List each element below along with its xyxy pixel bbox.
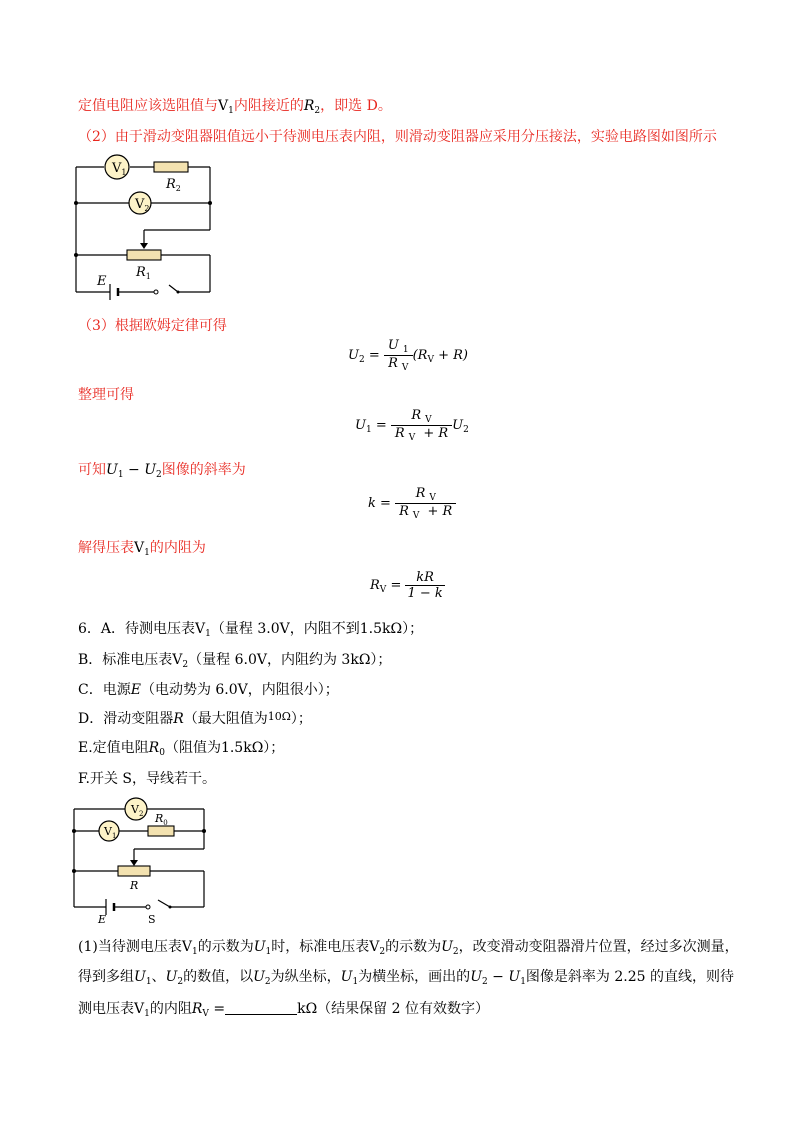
c2-v2-label: $V_2$ <box>131 803 144 818</box>
equation-4: $R_V$ = $\frac{kR}{1 - k}$ <box>370 570 443 601</box>
para-divider-method: （2）由于滑动变阻器阻值远小于待测电压表内阻，则滑动变阻器应采用分压接法，实验电路图如图所示 <box>78 129 717 145</box>
equation-1: $U_2$ = $\frac{U _1}{R _V}$ $(R_V + R)$ <box>348 338 468 373</box>
e-label: E <box>97 274 107 289</box>
para-slope: 可知$U_1 - U_2$图像的斜率为 <box>78 462 246 480</box>
item-b: B．标准电压表$V_2$（量程 6.0V，内阻约为 3kΩ）； <box>78 652 392 670</box>
c2-r0-label: $R_0$ <box>155 812 168 827</box>
r2-label: $R_2$ <box>166 177 181 193</box>
r1-label: $R_1$ <box>136 265 151 281</box>
question-line-2: 得到多组$U_1$、$U_2$的数值，以$U_2$为纵坐标，$U_1$为横坐标，画出的$U_2 - U_1$图像是斜率为 2.25 的直线，则待 <box>78 969 734 987</box>
para-resistor-choice: 定值电阻应该选阻值与$V_1$内阻接近的$R_2$，即选 D。 <box>78 98 392 116</box>
item-d: D．滑动变阻器R（最大阻值为$^{10\Omega}$）； <box>78 710 312 727</box>
para-rearrange: 整理可得 <box>78 387 134 403</box>
v2-meter-label: $V_2$ <box>135 197 150 213</box>
c2-e-label: E <box>98 913 107 926</box>
v1-meter-label: $V_1$ <box>112 161 127 177</box>
item-c: C．电源E（电动势为 6.0V，内阻很小）； <box>78 682 339 698</box>
para-solve: 解得压表$V_1$的内阻为 <box>78 540 206 558</box>
item-e: E.定值电阻$R_0$（阻值为1.5kΩ）； <box>78 740 285 758</box>
equation-2: $U_1$ = $\frac{R _V}{R _V + R}$ $U_2$ <box>355 408 469 443</box>
equation-3: k = $\frac{R _V}{R _V + R}$ <box>368 486 456 521</box>
answer-blank[interactable] <box>225 1000 297 1015</box>
circuit-diagram-1 <box>70 152 220 302</box>
question-line-1: (1)当待测电压表$V_1$的示数为$U_1$时，标准电压表$V_2$的示数为$U_2$，改变滑动变阻器滑片位置，经过多次测量， <box>78 939 739 957</box>
c2-r-label: R <box>130 879 139 892</box>
item-a: 6．A．待测电压表$V_1$（量程 3.0V，内阻不到1.5kΩ）； <box>78 621 424 639</box>
item-f: F.开关 S，导线若干。 <box>78 771 217 787</box>
circuit-diagram-2 <box>68 793 213 926</box>
c2-s-label: S <box>148 913 156 926</box>
question-line-3: 测电压表$V_1$的内阻$R_V = k\Omega$（结果保留 2 位有效数字） <box>78 1001 489 1019</box>
c2-v1-label: $V_1$ <box>104 825 117 840</box>
para-ohms-law: （3）根据欧姆定律可得 <box>78 318 227 334</box>
